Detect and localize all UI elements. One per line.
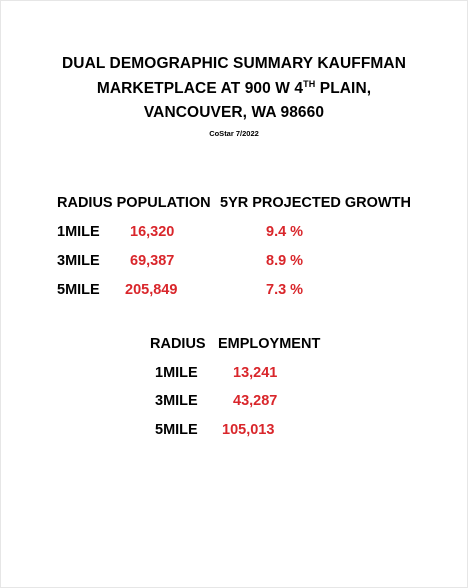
emp-row-1-employment: 13,241	[233, 365, 278, 381]
source-note: CoStar 7/2022	[209, 129, 259, 138]
title-line-2	[0, 80, 468, 98]
title-line-2-end: PLAIN,	[315, 80, 372, 97]
header-projected-growth: 5YR PROJECTED GROWTH	[220, 195, 411, 211]
pop-row-1-growth: 9.4 %	[266, 224, 304, 240]
title-superscript: TH	[303, 78, 316, 89]
header-radius-population: RADIUS POPULATION	[57, 195, 211, 211]
emp-row-2-employment: 43,287	[233, 393, 278, 409]
title-line-3: VANCOUVER, WA 98660	[143, 104, 325, 121]
header-employment: EMPLOYMENT	[218, 336, 321, 352]
header-radius: RADIUS	[150, 336, 206, 352]
pop-row-2-growth: 8.9 %	[266, 253, 304, 269]
emp-row-3-radius: 5MILE	[155, 422, 198, 438]
title-line-1: DUAL DEMOGRAPHIC SUMMARY KAUFFMAN	[61, 55, 406, 72]
pop-row-1-population: 16,320	[130, 224, 175, 240]
emp-row-2-radius: 3MILE	[155, 393, 198, 409]
emp-row-1-radius: 1MILE	[155, 365, 198, 381]
pop-row-3-population: 205,849	[125, 282, 178, 298]
pop-row-2-radius: 3MILE	[57, 253, 100, 269]
pop-row-3-growth: 7.3 %	[266, 282, 304, 298]
pop-row-1-radius: 1MILE	[57, 224, 100, 240]
emp-row-3-employment: 105,013	[222, 422, 275, 438]
pop-row-3-radius: 5MILE	[57, 282, 100, 298]
title-line-2-text: MARKETPLACE AT 900 W 4	[96, 80, 304, 97]
pop-row-2-population: 69,387	[130, 253, 175, 269]
